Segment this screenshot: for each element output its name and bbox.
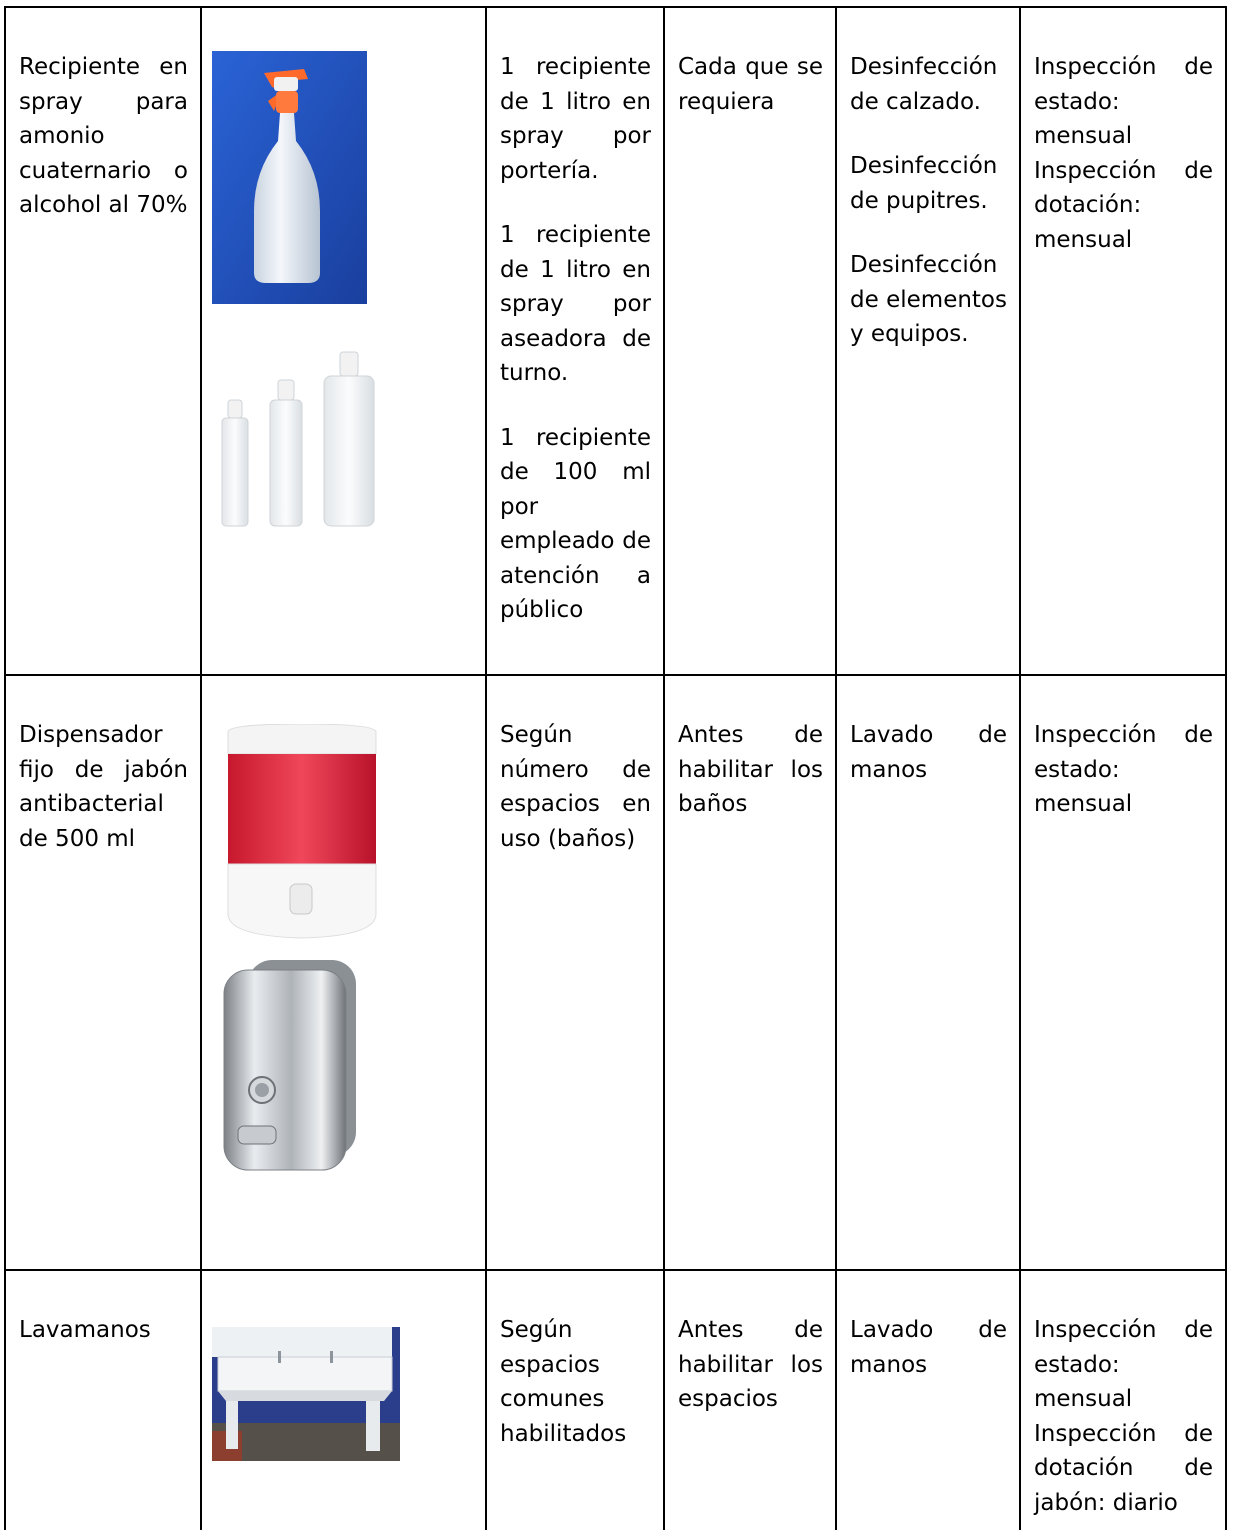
table-row [5, 7, 1226, 675]
use-text: Desinfección de calzado. [850, 54, 998, 115]
use-text: Desinfección de elementos y equipos. [850, 252, 1007, 347]
inspection-text: Inspección de estado: mensual Inspección de dotación: mensual [1034, 54, 1213, 253]
item-name: Lavamanos [19, 1317, 151, 1343]
table-row [5, 1270, 1226, 1530]
spray-bottles-small-image [220, 348, 380, 528]
item-cell [5, 675, 201, 1270]
frequency-cell [664, 675, 836, 1270]
soap-dispenser-plastic-image [218, 724, 386, 940]
inspection-cell [1020, 1270, 1226, 1530]
use-text: Lavado de manos [850, 722, 1007, 783]
image-cell [201, 1270, 486, 1530]
frequency-text: Antes de habilitar los espacios [678, 1317, 823, 1412]
inspection-text: Inspección de estado: mensual Inspección de dotación de jabón: diario [1034, 1317, 1213, 1516]
quantity-text: 1 recipiente de 100 ml por empleado de atención a público [500, 424, 651, 623]
supplies-table [4, 6, 1227, 1530]
image-cell [201, 7, 486, 675]
quantity-cell [486, 675, 664, 1270]
inspection-cell [1020, 7, 1226, 675]
inspection-cell [1020, 675, 1226, 1270]
quantity-cell [486, 1270, 664, 1530]
use-cell [836, 7, 1020, 675]
table-row [5, 675, 1226, 1270]
frequency-cell [664, 1270, 836, 1530]
use-text: Lavado de manos [850, 1317, 1007, 1378]
quantity-text: 1 recipiente de 1 litro en spray por aseadora de turno. [500, 222, 651, 386]
spray-bottle-large-image [212, 51, 367, 304]
frequency-cell [664, 7, 836, 675]
use-text: Desinfección de pupitres. [850, 153, 998, 214]
handwashing-sink-image [212, 1327, 400, 1461]
quantity-text: Según espacios comunes habilitados [500, 1317, 627, 1447]
soap-dispenser-steel-image [220, 958, 360, 1176]
quantity-text: Según número de espacios en uso (baños) [500, 722, 651, 852]
item-cell [5, 7, 201, 675]
item-name: Dispensador fijo de jabón antibacterial de 500 ml [19, 722, 188, 852]
use-cell [836, 1270, 1020, 1530]
use-cell [836, 675, 1020, 1270]
frequency-text: Antes de habilitar los baños [678, 722, 823, 817]
frequency-text: Cada que se requiera [678, 54, 823, 115]
inspection-text: Inspección de estado: mensual [1034, 722, 1213, 817]
quantity-cell [486, 7, 664, 675]
image-cell [201, 675, 486, 1270]
item-cell [5, 1270, 201, 1530]
quantity-text: 1 recipiente de 1 litro en spray por portería. [500, 54, 651, 184]
item-name: Recipiente en spray para amonio cuaternario o alcohol al 70% [19, 54, 188, 218]
